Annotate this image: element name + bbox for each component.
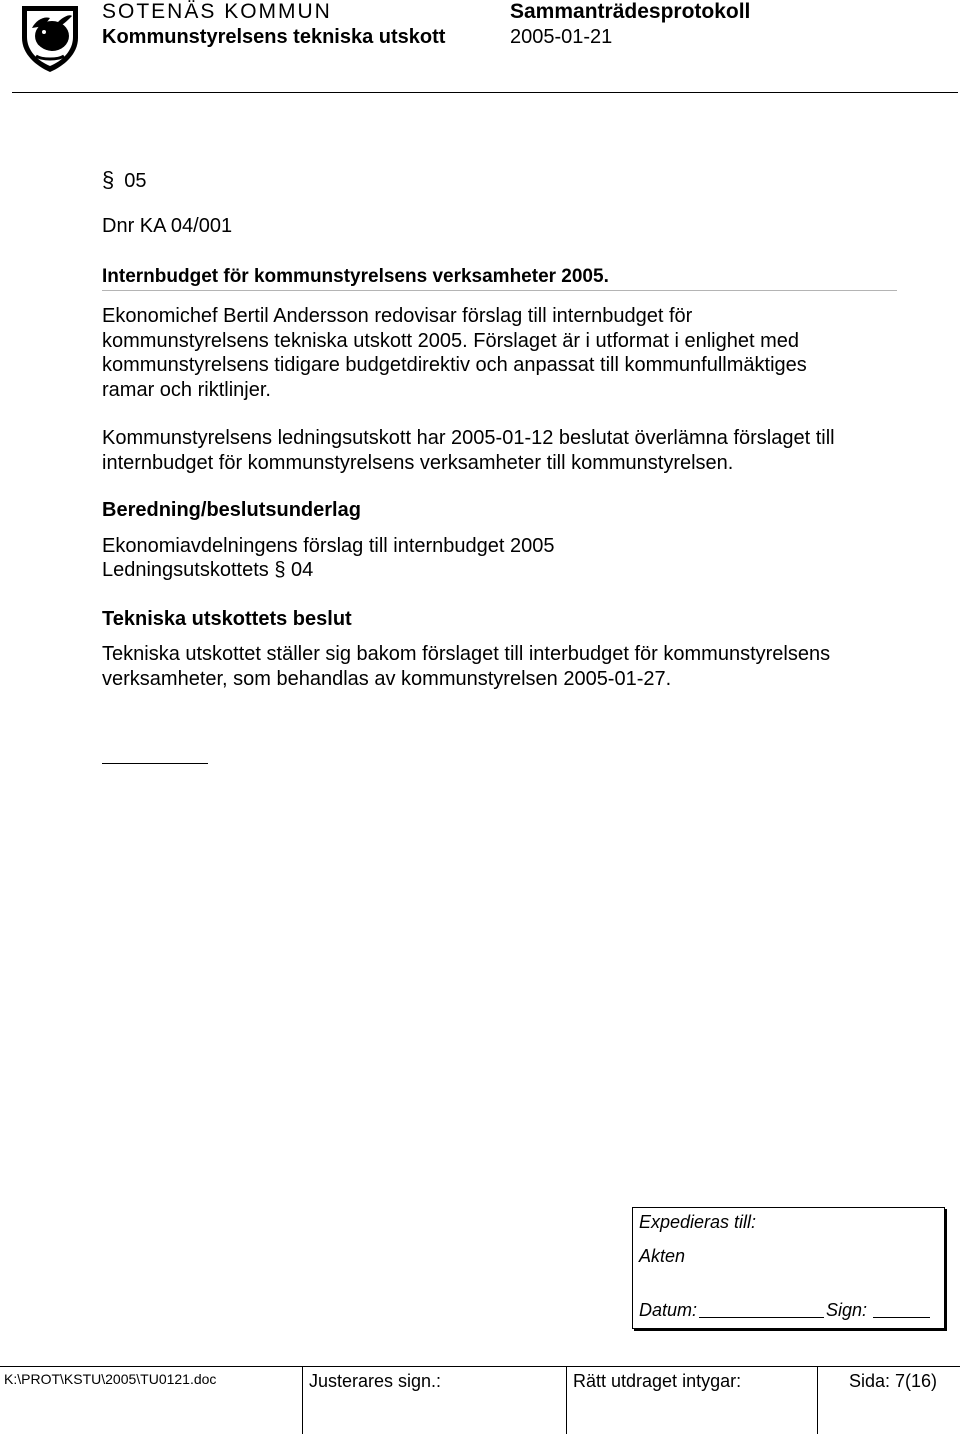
date-label: Datum:: [639, 1300, 698, 1320]
case-reference: Dnr KA 04/001: [102, 215, 233, 237]
page-number: Sida: 7(16): [849, 1371, 938, 1391]
header-divider: [12, 92, 958, 93]
paragraph-number-value: 05: [124, 170, 147, 192]
text-line: Kommunstyrelsens ledningsutskott har 2005-01-12 beslutat överlämna förslaget till: [102, 427, 835, 449]
preparation-item: [102, 559, 313, 582]
date-line: [699, 1317, 824, 1318]
text-line: kommunstyrelsens tekniska utskott 2005. Förslaget är i utformat i enlighet med: [102, 329, 799, 352]
organization-name: SOTENÄS KOMMUN: [102, 0, 332, 23]
text-line: Tekniska utskottet ställer sig bakom förslaget till interbudget för kommunstyrelsens: [102, 643, 831, 665]
page-footer: [0, 1366, 960, 1434]
preparation-item: Ekonomiavdelningens förslag till internbudget 2005: [102, 535, 555, 557]
document-type: Sammanträdesprotokoll: [510, 0, 751, 23]
dispatch-box: [632, 1207, 945, 1329]
file-path: K:\PROT\KSTU\2005\TU0121.doc: [4, 1371, 217, 1387]
dispatch-recipient: Akten: [639, 1246, 686, 1266]
paragraph-decision: [102, 642, 902, 691]
paragraph-number: [102, 167, 147, 193]
meeting-date: 2005-01-21: [510, 26, 613, 48]
preparation-item-text: Ledningsutskottets: [102, 559, 269, 581]
municipal-crest-icon: [18, 2, 82, 74]
text-line: internbudget för kommunstyrelsens verksamheter till kommunstyrelsen.: [102, 451, 734, 474]
text-line: verksamheter, som behandlas av kommunstyrelsen 2005-01-27.: [102, 667, 672, 690]
sign-line: [873, 1317, 930, 1318]
adjusters-sign-label: Justerares sign.:: [309, 1371, 442, 1391]
preparation-item-number: 04: [291, 559, 314, 581]
section-symbol: §: [102, 167, 115, 192]
footer-divider: [566, 1367, 567, 1434]
footer-divider: [817, 1367, 818, 1434]
text-line: ramar och riktlinjer.: [102, 378, 271, 401]
paragraph-background: [102, 304, 902, 402]
committee-name: Kommunstyrelsens tekniska utskott: [102, 26, 446, 48]
paragraph-committee-decision: [102, 426, 902, 475]
text-line: kommunstyrelsens tidigare budgetdirektiv och anpassat till kommunfullmäktiges: [102, 354, 807, 376]
sign-label: Sign:: [826, 1300, 868, 1320]
dispatch-label: Expedieras till:: [639, 1212, 757, 1232]
case-title: Internbudget för kommunstyrelsens verksamheter 2005.: [102, 266, 609, 287]
text-line: Ekonomichef Bertil Andersson redovisar förslag till internbudget för: [102, 305, 693, 327]
end-divider: [102, 763, 208, 764]
preparation-heading: Beredning/beslutsunderlag: [102, 499, 361, 521]
title-divider: [102, 290, 897, 291]
footer-divider: [302, 1367, 303, 1434]
certified-extract-label: Rätt utdraget intygar:: [573, 1371, 742, 1391]
decision-heading: Tekniska utskottets beslut: [102, 608, 352, 630]
section-symbol: §: [274, 559, 286, 581]
